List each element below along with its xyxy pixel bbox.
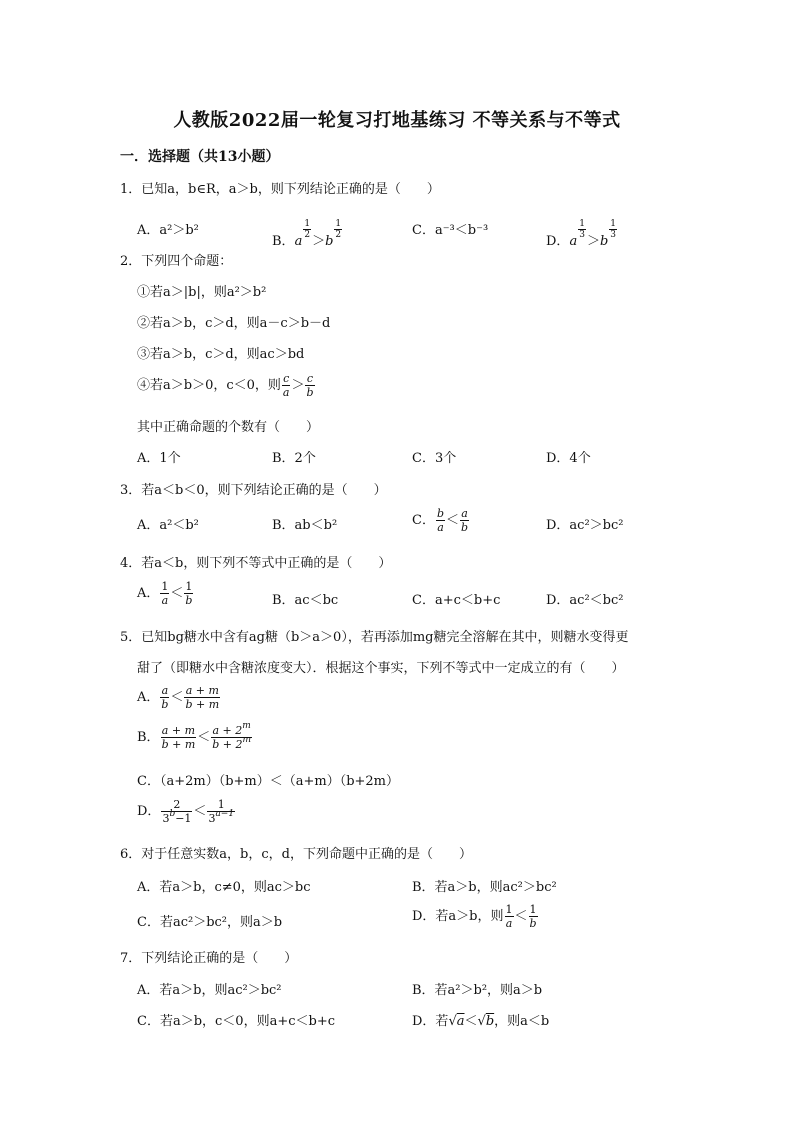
q3-option-d: D．ac²＞bc²	[546, 518, 624, 533]
section-heading: 一．选择题（共13小题）	[120, 149, 280, 165]
q1-option-d: D．a $\frac{1}{3}$ ＞b $\frac{1}{3}$	[546, 219, 617, 249]
q3-option-a: A．a²＜b²	[137, 518, 199, 533]
q2-option-b: B．2个	[272, 451, 316, 466]
q4-option-a: A． $\frac{1}{a}$ ＜ $\frac{1}{b}$	[137, 580, 193, 607]
q3-option-c: C． $\frac{b}{a}$ ＜ $\frac{a}{b}$	[412, 507, 469, 534]
question-3-stem: 3．若a＜b＜0，则下列结论正确的是（ ）	[120, 483, 387, 498]
q4-option-c: C．a+c＜b+c	[412, 593, 501, 608]
q6-option-c: C．若ac²＞bc²，则a＞b	[137, 915, 283, 930]
question-5-stem-line-2: 甜了（即糖水中含糖浓度变大）．根据这个事实，下列不等式中一定成立的有（ ）	[137, 661, 625, 676]
q5-option-c: C．（a+2m）（b+m）＜（a+m）（b+2m）	[137, 774, 400, 789]
q7-option-c: C．若a＞b，c＜0，则a+c＜b+c	[137, 1014, 335, 1029]
q3-option-b: B．ab＜b²	[272, 518, 338, 533]
q5-option-a: A． $\frac{a}{b}$ ＜ $\frac{a + m}{b + m}$	[137, 684, 220, 711]
q2-ask: 其中正确命题的个数有（ ）	[137, 420, 320, 435]
q1-option-a: A．a²＞b²	[137, 223, 199, 238]
q4-option-d: D．ac²＜bc²	[546, 593, 624, 608]
question-2-stem: 2．下列四个命题：	[120, 254, 233, 269]
q2-proposition-3: ③若a＞b，c＞d，则ac＞bd	[137, 347, 305, 362]
q7-option-b: B．若a²＞b²，则a＞b	[412, 983, 543, 998]
q2-option-d: D．4个	[546, 451, 591, 466]
q2-proposition-4: ④若a＞b＞0，c＜0，则 $\frac{c}{a}$ ＞ $\frac{c}{b}$	[137, 372, 314, 399]
question-5-stem-line-1: 5．已知bg糖水中含有ag糖（b＞a＞0），若再添加mg糖完全溶解在其中，则糖水变得更	[120, 630, 629, 645]
q1-option-b: B．a $\frac{1}{2}$ ＞b $\frac{1}{2}$	[272, 219, 342, 249]
q2-proposition-1: ①若a＞|b|，则a²＞b²	[137, 285, 267, 300]
q7-option-d: D．若√a＜√b，则a＜b	[412, 1014, 550, 1029]
q6-option-d: D．若a＞b，则 $\frac{1}{a}$ ＜ $\frac{1}{b}$	[412, 903, 537, 930]
question-4-stem: 4．若a＜b，则下列不等式中正确的是（ ）	[120, 556, 392, 571]
question-6-stem: 6．对于任意实数a，b，c，d，下列命题中正确的是（ ）	[120, 847, 472, 862]
question-1-stem: 1．已知a，b∈R，a＞b，则下列结论正确的是（ ）	[120, 182, 440, 197]
q6-option-a: A．若a＞b，c≠0，则ac＞bc	[137, 880, 311, 895]
q1-option-c: C．a⁻³＜b⁻³	[412, 223, 489, 238]
q4-option-b: B．ac＜bc	[272, 593, 339, 608]
q2-option-a: A．1个	[137, 451, 181, 466]
q2-option-c: C．3个	[412, 451, 457, 466]
q2-proposition-2: ②若a＞b，c＞d，则a－c＞b－d	[137, 316, 331, 331]
q7-option-a: A．若a＞b，则ac²＞bc²	[137, 983, 282, 998]
q5-option-b: B． $\frac{a + m}{b + m}$ ＜ $\frac{a + 2^m}{b + 2^m}$	[137, 721, 252, 751]
q6-option-b: B．若a＞b，则ac²＞bc²	[412, 880, 557, 895]
question-7-stem: 7．下列结论正确的是（ ）	[120, 951, 298, 966]
page-title: 人教版2022届一轮复习打地基练习 不等关系与不等式	[173, 110, 621, 131]
q5-option-d: D． $\frac{2}{3^b-1}$ ＜ $\frac{1}{3^{a-1}}$	[137, 798, 235, 825]
